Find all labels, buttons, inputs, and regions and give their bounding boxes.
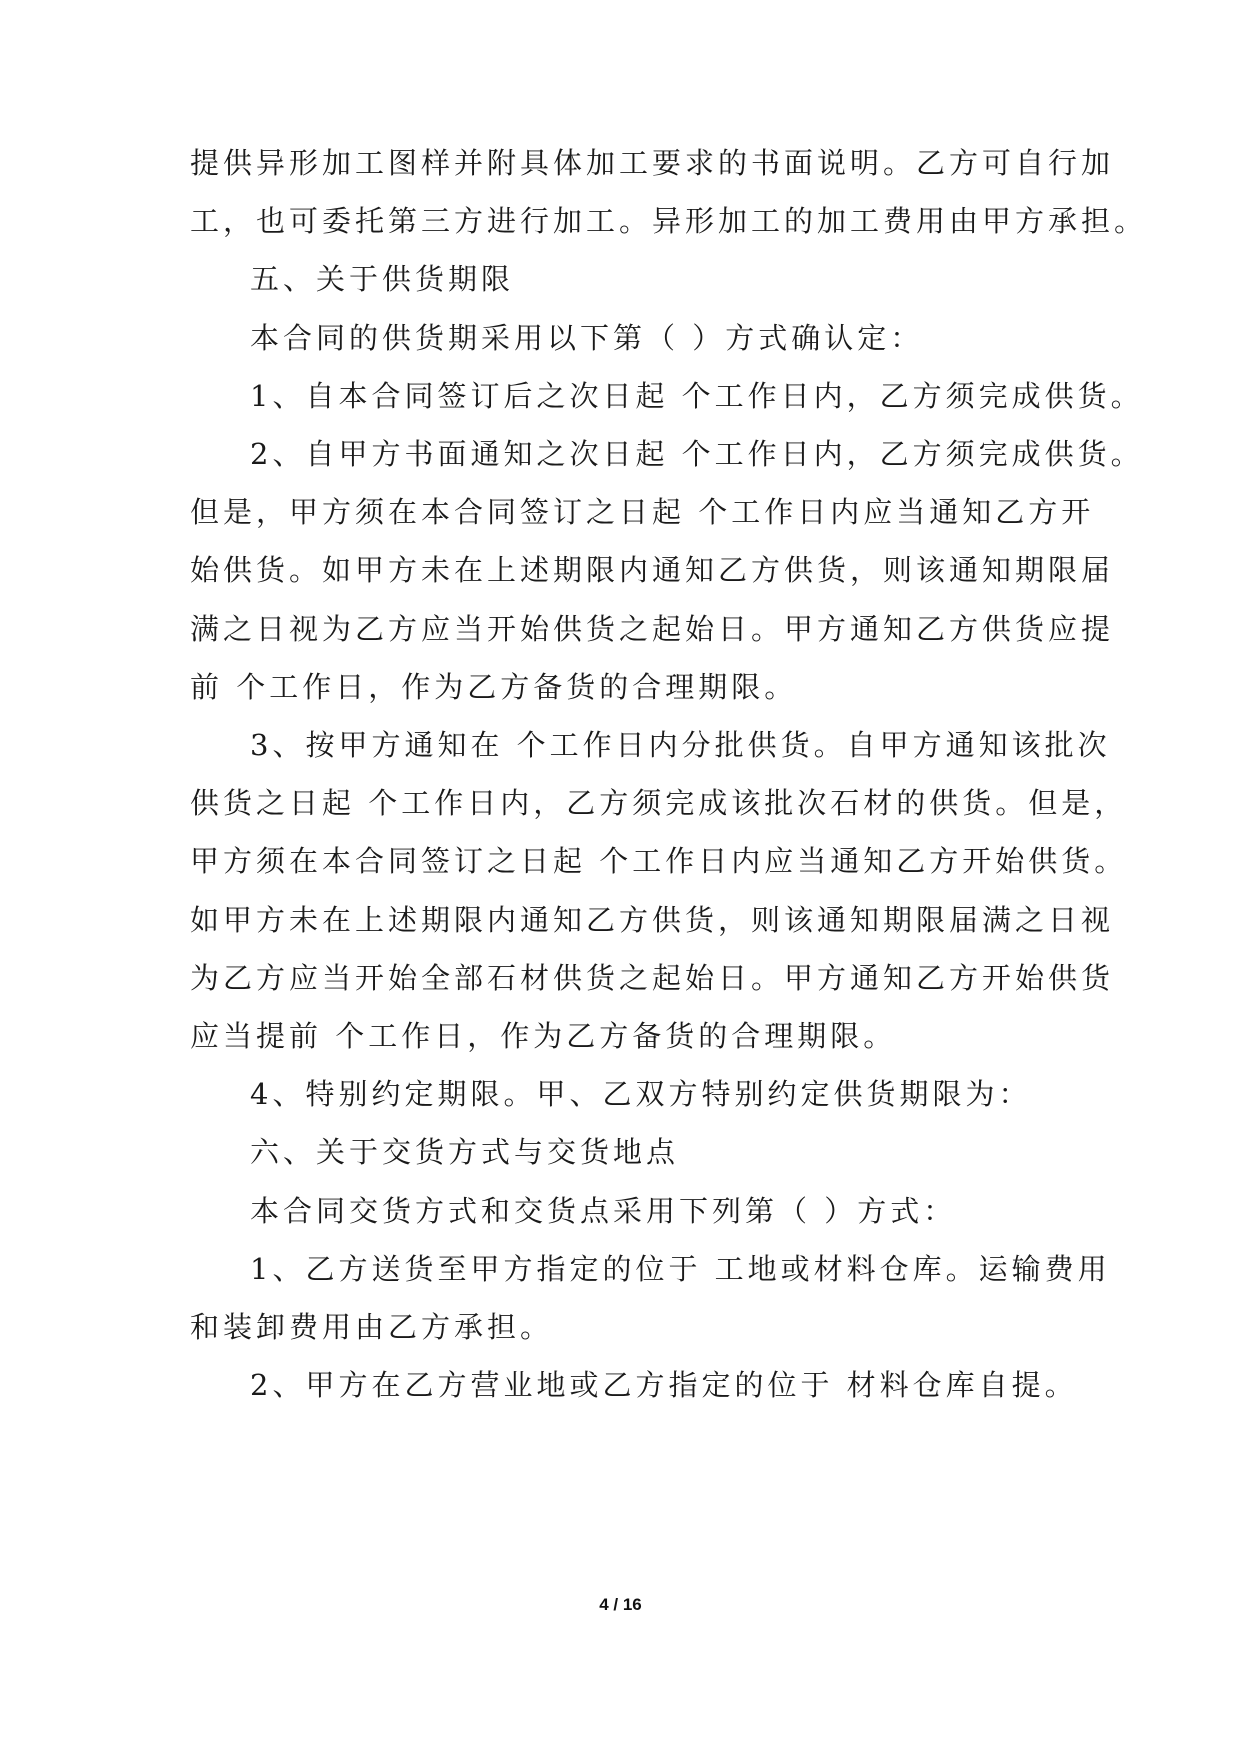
list-item: 1、自本合同签订后之次日起 个工作日内，乙方须完成供货。 — [250, 379, 1144, 413]
paragraph-line: 工，也可委托第三方进行加工。异形加工的加工费用由甲方承担。 — [190, 204, 1148, 238]
paragraph-line: 满之日视为乙方应当开始供货之起始日。甲方通知乙方供货应提 — [190, 612, 1115, 646]
paragraph-line: 和装卸费用由乙方承担。 — [190, 1310, 554, 1344]
paragraph-line: 如甲方未在上述期限内通知乙方供货，则该通知期限届满之日视 — [190, 903, 1115, 937]
paragraph-line: 本合同交货方式和交货点采用下列第（ ）方式： — [250, 1194, 957, 1228]
paragraph-line: 应当提前 个工作日，作为乙方备货的合理期限。 — [190, 1019, 897, 1053]
paragraph-line: 为乙方应当开始全部石材供货之起始日。甲方通知乙方开始供货 — [190, 961, 1115, 995]
paragraph-line: 提供异形加工图样并附具体加工要求的书面说明。乙方可自行加 — [190, 146, 1115, 180]
list-item: 1、乙方送货至甲方指定的位于 工地或材料仓库。运输费用 — [250, 1252, 1111, 1286]
page-number: 4 / 16 — [599, 1595, 642, 1614]
paragraph-line: 甲方须在本合同签订之日起 个工作日内应当通知乙方开始供货。 — [190, 844, 1128, 878]
list-item: 2、甲方在乙方营业地或乙方指定的位于 材料仓库自提。 — [250, 1368, 1078, 1402]
list-item: 4、特别约定期限。甲、乙双方特别约定供货期限为： — [250, 1077, 1032, 1111]
paragraph-line: 但是，甲方须在本合同签订之日起 个工作日内应当通知乙方开 — [190, 495, 1095, 529]
list-item: 2、自甲方书面通知之次日起 个工作日内，乙方须完成供货。 — [250, 437, 1144, 471]
section-heading: 五、关于供货期限 — [250, 262, 515, 296]
paragraph-line: 供货之日起 个工作日内，乙方须完成该批次石材的供货。但是， — [190, 786, 1128, 820]
paragraph-line: 始供货。如甲方未在上述期限内通知乙方供货，则该通知期限届 — [190, 553, 1115, 587]
section-heading: 六、关于交货方式与交货地点 — [250, 1135, 680, 1169]
paragraph-line: 前 个工作日，作为乙方备货的合理期限。 — [190, 670, 798, 704]
list-item: 3、按甲方通知在 个工作日内分批供货。自甲方通知该批次 — [250, 728, 1111, 762]
paragraph-line: 本合同的供货期采用以下第（ ）方式确认定： — [250, 321, 924, 355]
